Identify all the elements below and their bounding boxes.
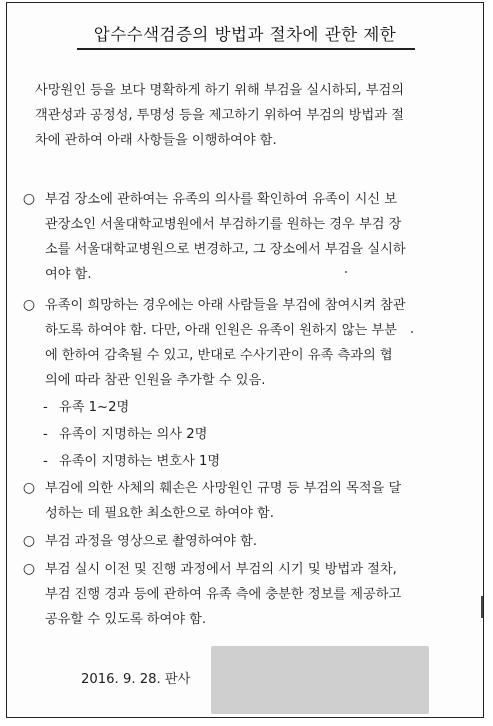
bullet-circle: ○ (22, 561, 36, 577)
attendee-list-item (43, 449, 220, 474)
item-line: 관장소인 서울대학교병원에서 부검하기를 원하는 경우 부검 장 (45, 217, 402, 232)
list-dash: - (43, 400, 48, 415)
item-line: 부검 장소에 관하여는 유족의 의사를 확인하여 유족이 시신 보 (45, 192, 398, 207)
item-line: 공유할 수 있도록 하여야 함. (45, 612, 207, 627)
intro-line: 객관성과 공정성, 투명성 등을 제고하기 위하여 부검의 방법과 절 (35, 108, 404, 123)
item-line: 의에 따라 참관 인원을 추가할 수 있음. (45, 373, 266, 388)
list-dash: - (43, 454, 48, 469)
attendee-text: 유족이 지명하는 변호사 1명 (59, 454, 221, 469)
attendee-list-item (43, 422, 207, 447)
intro-line: 사망원인 등을 보다 명확하게 하기 위해 부검을 실시하되, 부검의 (35, 83, 404, 98)
bullet-circle: ○ (22, 297, 36, 313)
list-dash: - (43, 427, 48, 442)
intro-line: 차에 관하여 아래 사항들을 이행하여야 함. (35, 133, 277, 148)
item-line: 부검 실시 이전 및 진행 과정에서 부검의 시기 및 방법과 절차, (45, 562, 397, 577)
signature-date: 2016. 9. 28. (81, 672, 161, 687)
attendee-text: 유족 1~2명 (59, 400, 130, 415)
bullet-circle: ○ (22, 533, 36, 549)
intro-paragraph (35, 78, 473, 153)
bullet-circle: ○ (22, 480, 36, 496)
item-line: 부검 과정을 영상으로 촬영하여야 함. (45, 534, 258, 549)
scan-edge-mark (481, 596, 483, 618)
document-page (6, 2, 484, 718)
item-line: 하도록 하여야 함. 다만, 아래 인원은 유족이 원하지 않는 부분 (45, 323, 397, 338)
signature-role: 판사 (164, 672, 191, 687)
item-line: 부검에 의한 사체의 훼손은 사망원인 규명 등 부검의 목적을 달 (45, 481, 402, 496)
item-line: 유족이 희망하는 경우에는 아래 사람들을 부검에 참여시켜 참관 (45, 298, 406, 313)
bullet-circle: ○ (22, 191, 36, 207)
item-line: 여야 함. (45, 267, 92, 282)
item-line: 에 한하여 감축될 수 있고, 반대로 수사기관이 유족 측과의 협 (45, 348, 393, 363)
item-line: 부검 진행 경과 등에 관하여 유족 측에 충분한 정보를 제공하고 (45, 587, 402, 602)
title-underline (77, 48, 415, 50)
scan-speck (345, 271, 347, 273)
item-line: 성하는 데 필요한 최소한으로 하여야 함. (45, 506, 274, 521)
item-line: 소를 서울대학교병원으로 변경하고, 그 장소에서 부검을 실시하 (45, 242, 406, 257)
document-title: 압수수색검증의 방법과 절차에 관한 제한 (93, 25, 397, 44)
attendee-list-item (43, 395, 129, 420)
attendee-text: 유족이 지명하는 의사 2명 (59, 427, 208, 442)
redacted-name-block (211, 646, 429, 714)
scan-speck (411, 331, 413, 333)
signature-line (81, 668, 190, 687)
